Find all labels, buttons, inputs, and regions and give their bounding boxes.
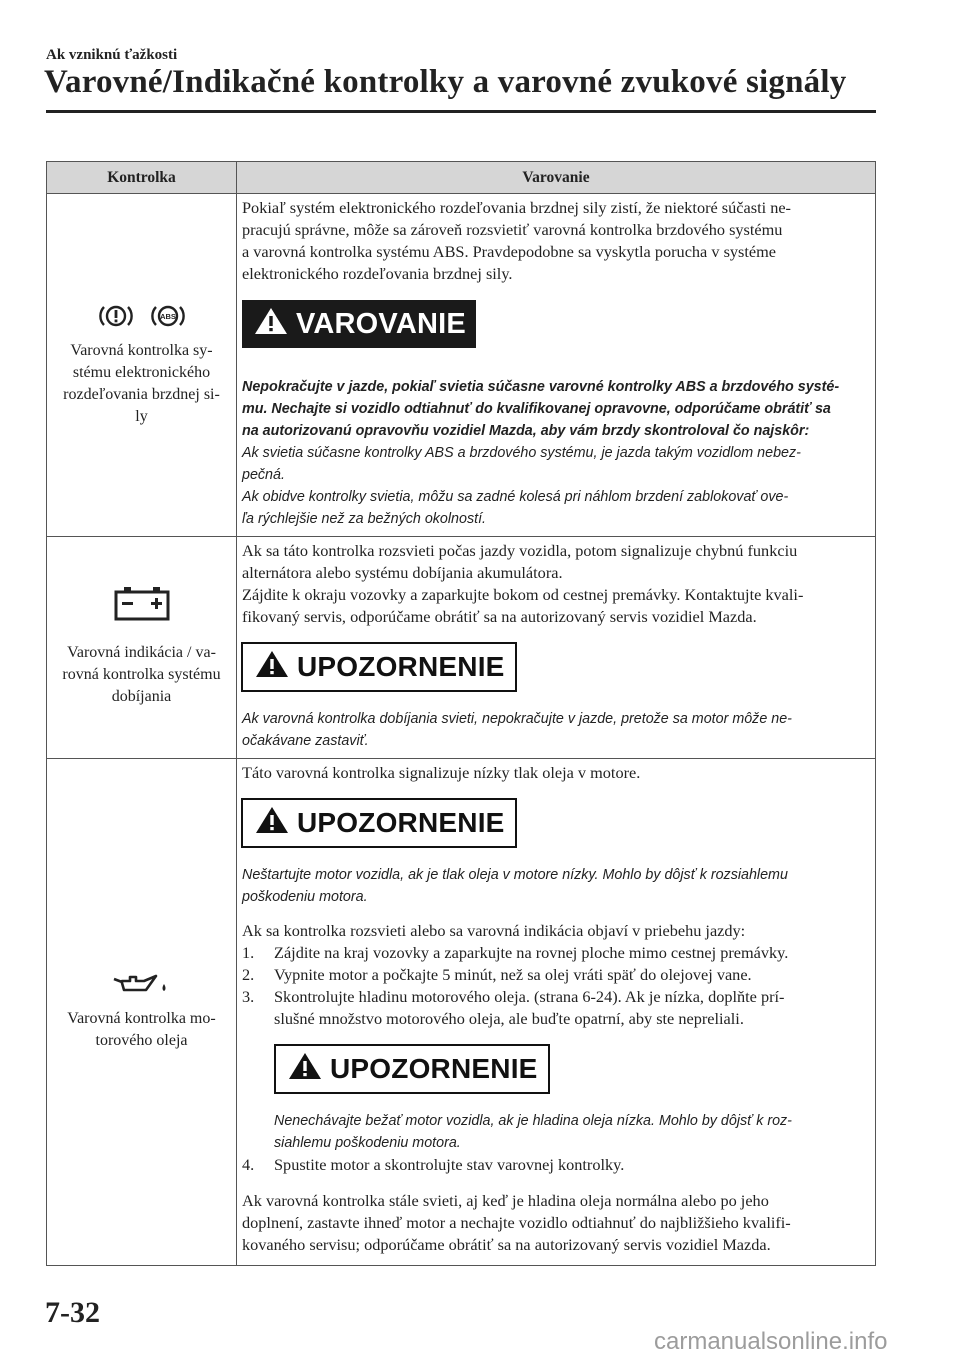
warning-note: Neštartujte motor vozidla, ak je tlak oleja v motore nízky. Mohlo by dôjsť k rozsiahlemu poškodeniu motora. [242, 867, 788, 905]
battery-icon [114, 587, 170, 628]
warning-cell [237, 537, 876, 759]
brake-warning-icon [99, 303, 133, 336]
caution-badge: UPOZORNENIE [274, 1044, 550, 1094]
title-divider [46, 110, 876, 113]
warning-text: Pokiaľ systém elektronického rozdeľovania brzdnej sily zistí, že niektoré súčasti ne- pracujú správne, môže sa zároveň rozsvietiť varovná kontrolka brzdového systému a varovná kontrolka systému ABS. Pravdepodobne sa vyskytla porucha v systéme elektronického rozdeľovania brzdnej sily. [242, 198, 791, 283]
indicator-label: Varovná kontrolka mo- torového oleja [67, 1009, 216, 1049]
caution-badge: UPOZORNENIE [241, 798, 517, 848]
warning-triangle-icon [288, 1051, 322, 1087]
warning-cell [237, 759, 876, 1266]
warning-text: Táto varovná kontrolka signalizuje nízky tlak oleja v motore. [242, 763, 641, 782]
warning-text: Ak sa táto kontrolka rozsvieti počas jazdy vozidla, potom signalizuje chybnú funkciu alternátora alebo systému dobíjania akumulátora. Zájdite k okraju vozovky a zaparkujte bokom od cestnej premávky. Kontaktujte kvali- fikovaný servis, odporúčame obrátiť sa na autorizovaný servis vozidiel Mazda. [242, 541, 804, 626]
warning-lights-table [46, 161, 876, 1266]
page-title: Varovné/Indikačné kontrolky a varovné zvukové signály [44, 64, 847, 100]
warning-triangle-icon [255, 649, 289, 685]
watermark: carmanualsonline.info [654, 1328, 888, 1355]
warning-note: Ak varovná kontrolka dobíjania svieti, nepokračujte v jazde, pretože sa motor môže ne- očakávane zastaviť. [242, 711, 792, 749]
warning-triangle-icon [254, 306, 288, 342]
table-row [47, 537, 876, 759]
list-item: 1. Zájdite na kraj vozovky a zaparkujte na rovnej ploche mimo cestnej premávky. [242, 943, 789, 962]
oil-can-icon [112, 973, 172, 1004]
instruction-intro: Ak sa kontrolka rozsvieti alebo sa varovná indikácia objaví v priebehu jazdy: [242, 921, 746, 940]
table-header-row [47, 162, 876, 194]
warning-note: Nenechávajte bežať motor vozidla, ak je hladina oleja nízka. Mohlo by dôjsť k roz- siahlemu poškodeniu motora. [274, 1113, 792, 1151]
caution-badge: UPOZORNENIE [241, 642, 517, 692]
list-item: 3. Skontrolujte hladinu motorového oleja. (strana 6-24). Ak je nízka, doplňte prí- slušné množstvo motorového oleja, ale buďte opatrní, aby ste nepreliali. [242, 987, 785, 1028]
section-label: Ak vzniknú ťažkosti [46, 47, 178, 63]
column-header-warning: Varovanie [237, 162, 876, 194]
table-row [47, 759, 876, 1266]
indicator-label: Varovná indikácia / va- rovná kontrolka systému dobíjania [62, 644, 221, 705]
list-item: 4. Spustite motor a skontrolujte stav varovnej kontrolky. [242, 1155, 625, 1174]
warning-cell [237, 194, 876, 537]
steps-list [242, 942, 869, 1030]
warning-bold-note: Nepokračujte v jazde, pokiaľ svietia súčasne varovné kontrolky ABS a brzdového systé- mu. Nechajte si vozidlo odtiahnuť do kvalifikovanej opravovne, odporúčame obrátiť sa na autorizovanú opravovňu vozidiel Mazda, aby vám brzdy skontroloval čo najskôr: [242, 379, 840, 439]
warning-text: Ak varovná kontrolka stále svieti, aj keď je hladina oleja normálna alebo po jeho doplnení, zastavte ihneď motor a nechajte vozidlo odtiahnuť do najbližšieho kvalifi- kovaného servisu; odporúčame obrátiť sa na autorizovaný servis vozidiel Mazda. [242, 1191, 791, 1254]
indicator-cell [47, 759, 237, 1266]
list-item: 2. Vypnite motor a počkajte 5 minút, než sa olej vráti späť do olejovej vane. [242, 965, 752, 984]
warning-triangle-icon [255, 805, 289, 841]
indicator-cell [47, 194, 237, 537]
warning-badge: VAROVANIE [242, 300, 476, 348]
indicator-cell [47, 537, 237, 759]
table-row [47, 194, 876, 537]
indicator-label: Varovná kontrolka sy- stému elektronického rozdeľovania brzdnej si- ly [63, 341, 220, 425]
abs-icon [151, 303, 185, 336]
warning-note: Ak svietia súčasne kontrolky ABS a brzdového systému, je jazda takým vozidlom nebez- pečná. Ak obidve kontrolky svietia, môžu sa zadné kolesá pri náhlom brzdení zablokovať ove- ľa rýchlejšie než za bežných okolností. [242, 445, 801, 527]
column-header-indicator: Kontrolka [47, 162, 237, 194]
page-number: 7-32 [45, 1296, 100, 1329]
svg-text:ABS: ABS [159, 311, 176, 321]
